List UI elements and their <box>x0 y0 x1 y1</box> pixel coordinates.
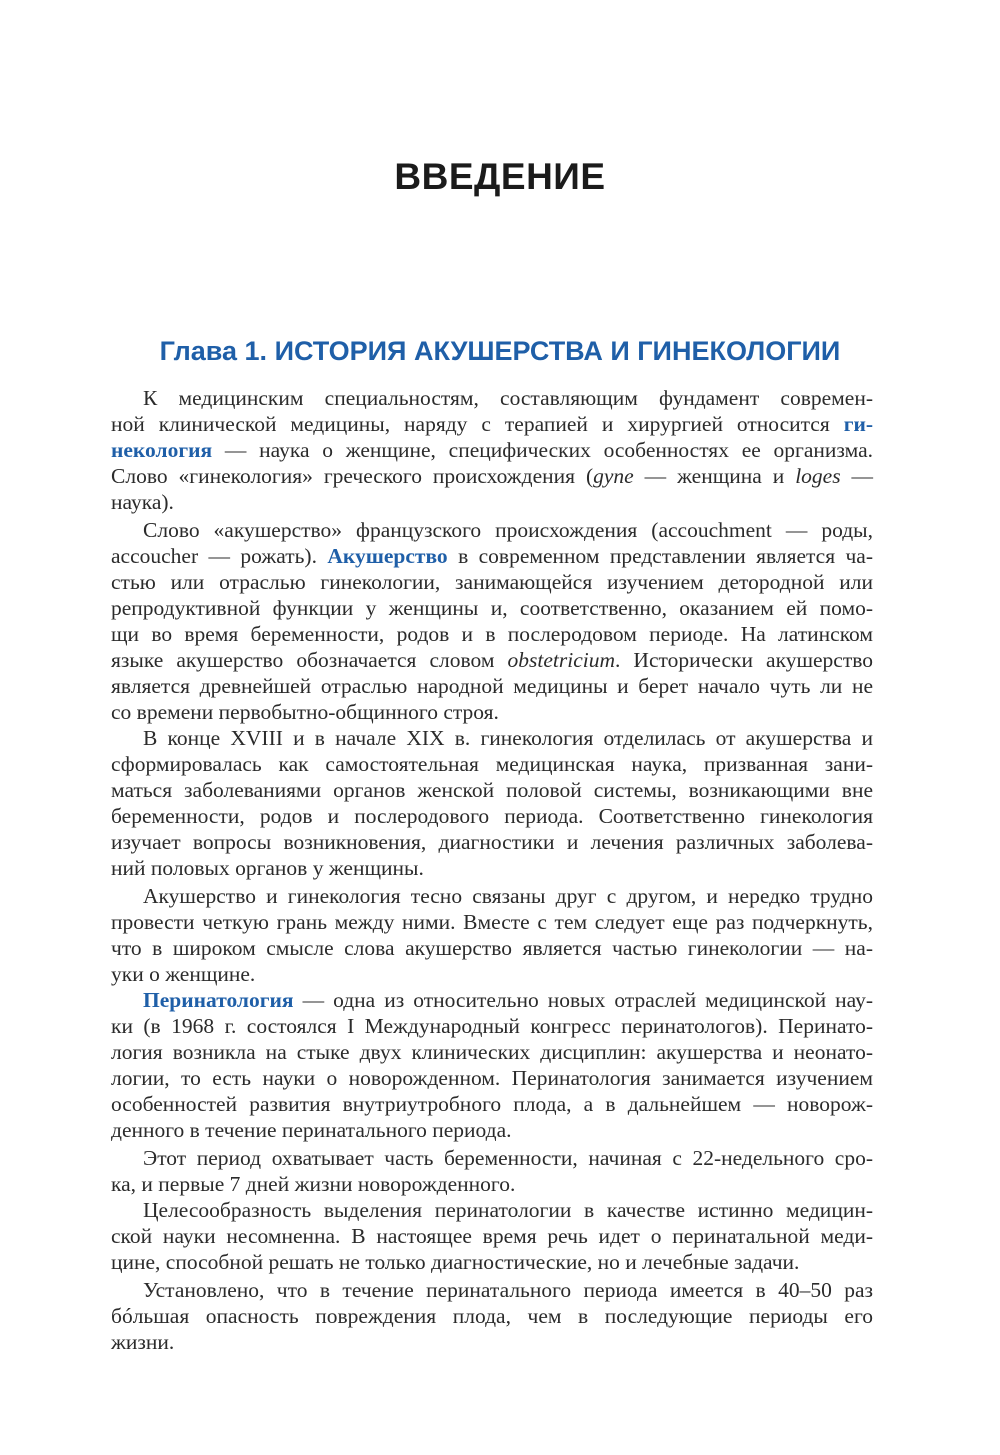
paragraph-3-line-5: изучает вопросы возникновения, диагностики и лечения различных заболева- <box>111 830 873 854</box>
paragraph-5-line-5: особенностей развития внутриутробного плода, а в дальнейшем — новорож- <box>111 1092 873 1116</box>
term-obstetrics: Акушерство <box>327 544 448 568</box>
term-gyne: gyne <box>593 464 634 488</box>
chapter-title: Глава 1. ИСТОРИЯ АКУШЕРСТВА И ГИНЕКОЛОГИИ <box>159 336 841 366</box>
paragraph-2-line-7: является древнейшей отраслью народной медицины и берет начало чуть ли не <box>111 674 873 698</box>
paragraph-7-line-1: Целесообразность выделения перинатологии в качестве истинно медицин- <box>143 1198 873 1222</box>
paragraph-2-line-3: стью или отраслью гинекологии, занимающейся изучением детородной или <box>111 570 873 594</box>
paragraph-2-line-2: accoucher — рожать). Акушерство в современном представлении является ча- <box>111 544 874 568</box>
paragraph-1-line-3: некология — наука о женщине, специфических особенностях ее организма. <box>111 438 873 462</box>
paragraph-6-line-1: Этот период охватывает часть беременности, начиная с 22-недельного сро- <box>143 1146 873 1170</box>
term-obstetricium: obstetricium <box>507 648 615 672</box>
paragraph-8-line-2: бóльшая опасность повреждения плода, чем в последующие периоды его <box>111 1304 873 1328</box>
term-gynecology-part-1: ги- <box>843 412 873 436</box>
paragraph-3-line-1: В конце XVIII и в начале XIX в. гинекология отделилась от акушерства и <box>143 726 873 750</box>
paragraph-4-line-4: уки о женщине. <box>111 962 256 986</box>
paragraph-3-line-2: сформировалась как самостоятельная медицинская наука, призванная зани- <box>111 752 873 776</box>
paragraph-1-line-4: Слово «гинекология» греческого происхождения (gyne — женщина и loges — <box>111 464 874 488</box>
paragraph-4-line-2: провести четкую грань между ними. Вместе с тем следует еще раз подчеркнуть, <box>111 910 873 934</box>
term-loges: loges <box>795 464 841 488</box>
paragraph-5-line-4: логии, то есть науки о новорожденном. Перинатология занимается изучением <box>111 1066 873 1090</box>
paragraph-2-line-1: Слово «акушерство» французского происхождения (accouchment — роды, <box>143 518 873 542</box>
paragraph-4-line-1: Акушерство и гинекология тесно связаны друг с другом, и нередко трудно <box>143 884 873 908</box>
page-title: ВВЕДЕНИЕ <box>394 156 606 197</box>
paragraph-1-line-5: наука). <box>111 490 174 514</box>
paragraph-3-line-3: маться заболеваниями органов женской половой системы, возникающими вне <box>111 778 873 802</box>
term-gynecology-part-2: некология <box>111 438 213 462</box>
term-perinatology: Перинатология <box>143 988 294 1012</box>
paragraph-7-line-3: цине, способной решать не только диагностические, но и лечебные задачи. <box>111 1250 800 1274</box>
paragraph-5-line-6: денного в течение перинатального периода. <box>111 1118 512 1142</box>
paragraph-1-line-2: ной клинической медицины, наряду с терапией и хирургией относится ги- <box>111 412 873 436</box>
paragraph-3-line-4: беременности, родов и послеродового периода. Соответственно гинекология <box>111 804 873 828</box>
paragraph-7-line-2: ской науки несомненна. В настоящее время речь идет о перинатальной меди- <box>111 1224 873 1248</box>
paragraph-2-line-8: со времени первобытно-общинного строя. <box>111 700 499 724</box>
paragraph-8-line-1: Установлено, что в течение перинатального периода имеется в 40–50 раз <box>143 1278 873 1302</box>
paragraph-5-line-2: ки (в 1968 г. состоялся I Международный конгресс перинатологов). Перинато- <box>111 1014 873 1038</box>
paragraph-4-line-3: что в широком смысле слова акушерство является частью гинекологии — на- <box>111 936 873 960</box>
paragraph-2-line-6: языке акушерство обозначается словом obstetricium. Исторически акушерство <box>111 648 873 672</box>
paragraph-8-line-3: жизни. <box>111 1330 175 1354</box>
paragraph-1-line-1: К медицинским специальностям, составляющим фундамент современ- <box>143 386 873 410</box>
paragraph-5-line-3: логия возникла на стыке двух клинических дисциплин: акушерства и неонато- <box>111 1040 873 1064</box>
paragraph-6-line-2: ка, и первые 7 дней жизни новорожденного. <box>111 1172 516 1196</box>
paragraph-3-line-6: ний половых органов у женщины. <box>111 856 424 880</box>
paragraph-2-line-5: щи во время беременности, родов и в послеродовом периоде. На латинском <box>111 622 873 646</box>
paragraph-2-line-4: репродуктивной функции у женщины и, соответственно, оказанием ей помо- <box>111 596 873 620</box>
paragraph-5-line-1: Перинатология — одна из относительно новых отраслей медицинской нау- <box>143 988 874 1012</box>
